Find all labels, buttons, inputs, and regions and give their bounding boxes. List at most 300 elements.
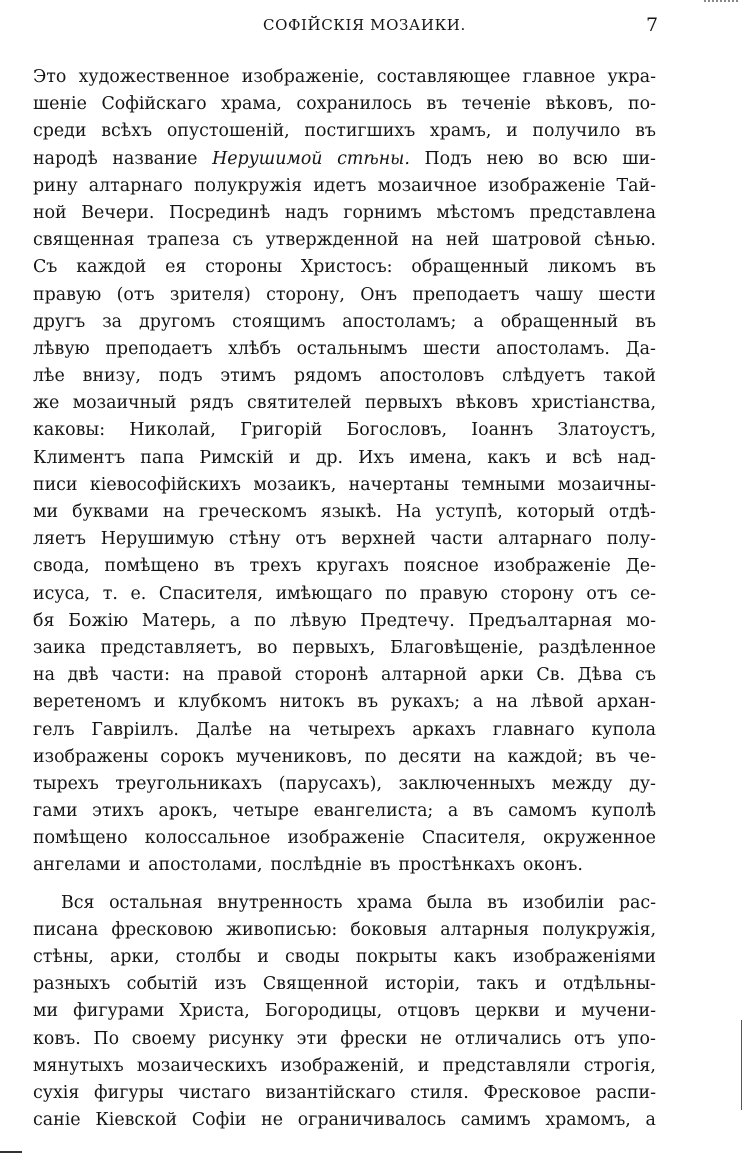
word: мучениковъ, [236,746,353,767]
word: сторону [500,583,574,604]
word: обращенный [500,311,619,332]
text-line [33,717,656,744]
word: кіевософійскихъ [89,474,241,495]
text-line [33,798,656,825]
word: сѣнью. [593,230,656,251]
word: какъ [453,947,497,967]
word: четырехъ [307,719,396,740]
word: Николай, [129,420,216,441]
word: во [257,637,278,658]
word: другъ [33,311,86,332]
paragraph-gap [33,880,656,890]
word: отдѣльны- [562,974,656,995]
running-title: СОФІЙСКІЯ МОЗАИКИ. [263,16,466,34]
word: полукружія [193,175,303,196]
word: правой [217,665,283,686]
scan-artifact [704,0,738,6]
word: церкви [474,1001,540,1022]
word: постигшихъ [304,121,416,142]
word: строгія, [583,1055,656,1076]
word: рас- [618,892,656,913]
word: греческомъ [198,502,307,522]
word: рядомъ [293,366,362,387]
word: чашу [534,284,584,305]
text-line [33,553,656,580]
word: событій [126,974,198,995]
word: т. [102,583,118,604]
word: горнимъ [343,202,422,223]
text-line [33,526,656,553]
word: имѣющаго [275,583,373,604]
word: алтарнаго [497,529,593,550]
text-line [33,1080,656,1107]
word: Кіевской [95,1110,178,1131]
word: апостолами, [148,855,263,876]
word: другомъ [138,311,216,332]
text-line [33,852,656,879]
word: название [112,148,198,169]
word: стиля. [410,1082,469,1103]
word: апостоловъ [379,366,485,387]
word: распи- [595,1082,656,1103]
word: не [261,1110,284,1131]
word: веретеномъ [33,692,142,713]
word: мо- [626,610,656,631]
scan-artifact [0,1151,22,1153]
word: клубкомъ [178,692,267,713]
word: На [395,502,422,522]
text-line [33,890,656,917]
word: этимъ [220,366,276,387]
word: алтарной [380,665,468,686]
word: рядъ [189,393,234,414]
word: на [473,746,496,767]
word: Священной [262,974,369,995]
text-line [33,771,656,798]
punctuation: . [404,148,410,169]
word: составляющее [376,67,511,87]
word: простѣнкахъ [398,855,516,876]
word: Нерушимую [100,529,215,550]
word: отцовъ [397,1001,460,1022]
word: на [411,230,434,251]
word: получило [532,121,621,142]
word: мозаичны- [557,474,656,495]
word: рину [33,175,78,196]
word: главное [522,67,596,87]
word: мянутыхъ [33,1055,124,1076]
text-line [33,1107,656,1134]
word: Златоустъ, [557,420,656,441]
word: апостоламъ; [342,311,457,332]
word: въ [635,257,656,278]
word: вѣковъ [455,393,519,414]
word: идетъ [313,175,367,196]
word: на [162,502,185,522]
word: сторону, [266,284,345,305]
word: храма [356,892,413,913]
word: Де- [625,556,656,577]
word: др. [315,447,344,468]
word: гами [33,801,78,822]
word: ми [33,502,59,522]
word: внутренность [217,892,343,913]
text-line [33,173,656,200]
word: Софійскаго [101,94,207,115]
word: по [385,583,408,604]
word: Тай- [616,175,656,196]
word: живописью: [225,919,338,940]
word: ляетъ [33,529,86,550]
text-line [33,254,656,281]
word: внизу, [82,366,141,387]
word: Съ [33,257,58,278]
word: Онъ [360,284,398,305]
word: шатровой [491,230,582,251]
word: нитокъ [279,692,345,713]
word: треугольникахъ [115,773,263,794]
word: лѣе [33,366,65,387]
word: не [420,1028,443,1049]
word: заключенныхъ [398,773,536,794]
word: Посрединѣ [169,202,271,223]
text-line [33,944,656,971]
word: Благовѣщеніе, [390,637,524,658]
word: въ [213,556,235,577]
word: оконъ. [522,855,583,876]
word: писи [33,474,78,495]
text-line [33,499,656,526]
word: отъ [573,1028,606,1049]
word: отъ [586,583,618,604]
word: и [257,947,269,967]
word: мѣстомъ [436,202,515,223]
text-line [33,309,656,336]
word: сторонѣ [294,665,369,686]
word: хлѣбъ [228,338,282,359]
word: полукружія, [542,919,656,940]
text-line [33,635,656,662]
word: въ [369,855,391,876]
word: обращенный [411,257,529,278]
word: начертаны [348,474,449,495]
text-line [33,227,656,254]
word: мучени- [581,1001,656,1022]
text-line [33,417,656,444]
word: такой [603,366,656,387]
word: первыхъ [364,393,443,414]
word: свода, [33,556,90,577]
word: этихъ [92,801,144,822]
word: въ [472,801,494,822]
word: эти [296,1028,328,1049]
word: гелъ [33,719,75,740]
word: помѣщено [104,556,200,577]
word: среди [33,121,87,142]
word: по- [628,94,656,115]
word: мозаичное [377,175,477,196]
word: тырехъ [33,773,99,794]
word: архан- [596,692,656,713]
text-line [33,64,656,91]
word: над- [617,447,656,468]
word: Предтечу. [360,610,455,631]
word: че- [628,746,656,767]
word: правую [33,284,102,305]
word: и [554,1001,567,1022]
word: отъ [295,529,327,550]
word: арки, [110,947,160,967]
word: фресковою [111,919,213,940]
text-line [33,200,656,227]
word: въ [426,94,448,115]
word: саніе [33,1110,81,1131]
text-line [33,1026,656,1053]
word: Ихъ [358,447,395,468]
word: столбы [175,947,241,967]
word: изображеніе, [241,67,365,87]
word: Вся [61,892,95,913]
word: а [447,801,459,822]
word: лѣвую [33,338,90,359]
word: на [182,665,205,686]
word: за [102,311,123,332]
word: сохранилось [296,94,412,115]
word: какъ [487,447,531,468]
word: своему [131,1028,196,1049]
word: теченіе [461,94,531,115]
word: и [417,1055,430,1076]
word: арокъ, [158,801,218,822]
word: ликомъ [547,257,617,278]
word: утвержденной [265,230,399,251]
word: правую [419,583,488,604]
running-header [0,14,744,42]
word: окруженное [543,828,656,849]
word: Подъ [424,148,472,169]
word: на [33,665,55,686]
word: стѣны, [33,947,94,967]
word: во [538,148,559,169]
word: послѣдніе [270,855,362,876]
word: аркахъ [412,719,476,740]
word: всю [573,148,608,169]
word: Это [33,67,67,87]
word: и [289,447,301,468]
word: двѣ [67,665,99,686]
word: сорокъ [160,746,225,767]
word: храмъ, [429,121,492,142]
word: изображеніе [488,175,606,196]
word: изображеніями [512,947,656,967]
word: вѣковъ, [545,94,614,115]
word: Римскій [199,447,274,468]
word: а [645,1110,656,1131]
word: алтарныя [440,919,530,940]
text-line [33,608,656,635]
word: Божію [68,610,129,631]
word: первыхъ, [292,637,376,658]
word: была [426,892,473,913]
word: темными [461,474,546,495]
word: съ [635,665,656,686]
word: христіанства, [531,393,656,414]
word: Да- [625,338,656,359]
word: (отъ [116,284,155,305]
word: Фресковое [483,1082,581,1103]
word: мозаичный [72,393,177,414]
page-number: 7 [646,14,659,36]
word: византійскаго [265,1082,396,1103]
word: Григорій [240,420,323,441]
word: же [33,393,60,414]
word: отдѣ- [608,502,656,522]
word: въ [595,746,617,767]
word: и [534,974,547,995]
word: изображеній, [280,1055,405,1076]
text-line [33,282,656,309]
word: трехъ [249,556,302,577]
word: фигуры [94,1082,164,1103]
word: слѣдуетъ [502,366,586,387]
word: каждой; [507,746,584,767]
word: колоссальное [144,828,271,849]
word: между [551,773,613,794]
text-line [33,390,656,417]
word: самимъ [460,1110,531,1131]
word: се- [630,583,656,604]
word: всѣ [572,447,603,468]
emphasized-word: Нерушимой [212,148,323,169]
word: мозаикъ, [253,474,337,495]
word: каковы: [33,420,106,441]
word: шеніе [33,94,87,115]
word: въ [635,121,656,142]
word: въ [357,692,379,713]
word: лѣвую [289,610,347,631]
word: мозаическихъ [136,1055,268,1076]
word: части [430,529,484,550]
word: преподаетъ [105,338,213,359]
word: шести [423,338,481,359]
word: полу- [606,529,656,550]
word: надъ [284,202,329,223]
word: упо- [617,1028,656,1049]
word: главнаго [492,719,575,740]
text-line [33,917,656,944]
word: изображеніе [287,828,405,849]
word: части: [111,665,170,686]
word: поясное [403,556,479,577]
word: Христа, [179,1001,250,1022]
word: съ [232,230,254,251]
word: изображеніе [493,556,611,577]
word: десяти [398,746,462,767]
emphasized-word: стѣны. [337,148,410,169]
word: По [93,1028,120,1049]
word: ней [445,230,480,251]
word: остальнымъ [296,338,408,359]
word: кругахъ [316,556,389,577]
word: представляетъ, [100,637,243,658]
word: изобиліи [522,892,605,913]
word: куполѣ [591,801,656,822]
word: стѣну [228,529,281,550]
text-line [33,971,656,998]
word: ангелами [33,855,121,876]
word: и [153,692,166,713]
word: который [516,502,595,522]
word: евангелиста; [313,801,434,822]
word: всѣхъ [101,121,153,142]
word: ши- [622,148,656,169]
word: арки [479,665,524,686]
word: исторіи, [384,974,461,995]
word: а [229,610,241,631]
word: художественное [78,67,230,87]
word: ковъ. [33,1028,81,1049]
word: Климентъ [33,447,126,468]
word: заика [33,637,86,658]
word: ной [33,202,67,223]
word: е. [130,583,147,604]
word: на [495,692,518,713]
word: апостоламъ. [496,338,610,359]
word: своды [285,947,340,967]
word: ограничивалось [297,1110,447,1131]
word: рукахъ; [390,692,461,713]
text-line [33,744,656,771]
word: подъ [158,366,203,387]
word: трапеза [146,230,220,251]
word: по [254,610,277,631]
word: Предъалтарная [468,610,613,631]
word: Далѣе [195,719,253,740]
word: разныхъ [33,974,111,995]
word: остальная [109,892,203,913]
word: Богословъ, [346,420,448,441]
word: Матерь, [141,610,217,631]
word: отличались [454,1028,562,1049]
text-line [33,825,656,852]
word: а [472,692,484,713]
word: покрыты [355,947,438,967]
word: фигурами [73,1001,165,1022]
word: боковыя [350,919,428,940]
text-line [33,146,656,173]
word: самомъ [508,801,577,822]
word: верхней [341,529,416,550]
text-line [33,91,656,118]
word: бя [33,610,55,631]
word: стоящимъ [232,311,326,332]
word: Христосъ: [300,257,393,278]
word: священная [33,230,135,251]
text-line [33,1053,656,1080]
word: храма, [221,94,282,115]
word: помѣщено [33,828,128,849]
word: Богородицы, [264,1001,383,1022]
text-line [33,581,656,608]
word: и [128,855,141,876]
word: фрески [340,1028,408,1049]
text-line [33,472,656,499]
word: опустошеній, [166,121,290,142]
word: въ [635,311,656,332]
word: раздѣленное [538,637,656,658]
word: алтарнаго [88,175,183,196]
word: шести [598,284,656,305]
